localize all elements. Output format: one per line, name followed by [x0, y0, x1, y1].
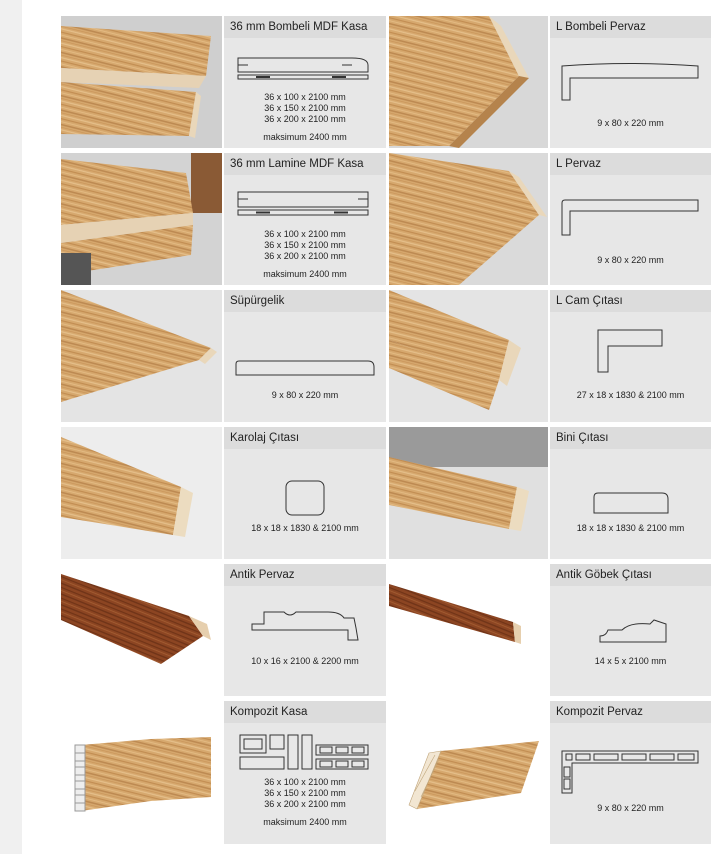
product-title: L Pervaz — [550, 153, 711, 175]
antik-pervaz-profile-icon — [224, 606, 386, 650]
product-dimension: 36 x 100 x 2100 mm — [264, 229, 346, 239]
product-dimension: 10 x 16 x 2100 & 2200 mm — [251, 656, 359, 666]
catalog-row — [61, 564, 711, 696]
product-dimension: 18 x 18 x 1830 & 2100 mm — [251, 523, 359, 533]
product-card — [550, 153, 711, 285]
product-card — [224, 153, 386, 285]
antik-pervaz-photo — [61, 564, 222, 696]
product-dimension: 9 x 80 x 220 mm — [597, 118, 664, 128]
kompozit-kasa-profile-icon — [224, 731, 386, 773]
product-title: Süpürgelik — [224, 290, 386, 312]
catalog-row — [61, 153, 711, 285]
product-title: Antik Pervaz — [224, 564, 386, 586]
product-card — [224, 290, 386, 422]
product-card — [224, 427, 386, 559]
product-dimension: 9 x 80 x 220 mm — [271, 390, 339, 400]
product-card — [550, 16, 711, 148]
lamine-kasa-profile-icon — [224, 187, 386, 221]
product-title: Karolaj Çıtası — [224, 427, 386, 449]
bini-citasi-profile-icon — [550, 489, 711, 519]
supurgelik-photo — [61, 290, 222, 422]
antik-gobek-citasi-profile-icon — [550, 614, 711, 650]
page-margin-bar — [0, 0, 22, 854]
supurgelik-profile-icon — [224, 358, 386, 380]
product-card — [550, 290, 711, 422]
antik-gobek-citasi-photo — [389, 564, 548, 696]
product-dimension: 36 x 100 x 2100 mm — [264, 777, 346, 787]
karolaj-citasi-photo — [61, 427, 222, 559]
product-title: Bini Çıtası — [550, 427, 711, 449]
bombeli-kasa-photo — [61, 16, 222, 148]
product-title: L Bombeli Pervaz — [550, 16, 711, 38]
product-dimension: 36 x 150 x 2100 mm — [264, 240, 346, 250]
product-title: Kompozit Pervaz — [550, 701, 711, 723]
product-card — [224, 564, 386, 696]
product-card — [550, 564, 711, 696]
product-title: 36 mm Bombeli MDF Kasa — [224, 16, 386, 38]
product-dimension: 36 x 200 x 2100 mm — [264, 799, 346, 809]
product-dimension: 36 x 150 x 2100 mm — [264, 788, 346, 798]
product-title: L Cam Çıtası — [550, 290, 711, 312]
l-bombeli-pervaz-profile-icon — [550, 60, 711, 112]
kompozit-kasa-photo — [61, 701, 222, 844]
product-dimension: 36 x 200 x 2100 mm — [264, 114, 346, 124]
l-bombeli-pervaz-photo — [389, 16, 548, 148]
product-max-length: maksimum 2400 mm — [263, 817, 347, 827]
product-dimension: 36 x 100 x 2100 mm — [264, 92, 346, 102]
product-max-length: maksimum 2400 mm — [263, 132, 347, 142]
lamine-kasa-photo — [61, 153, 222, 285]
l-pervaz-profile-icon — [550, 195, 711, 247]
product-title: Antik Göbek Çıtası — [550, 564, 711, 586]
product-max-length: maksimum 2400 mm — [263, 269, 347, 279]
catalog-row — [61, 290, 711, 422]
product-dimension: 9 x 80 x 220 mm — [597, 255, 664, 265]
product-card — [224, 701, 386, 844]
kompozit-pervaz-photo — [389, 701, 548, 844]
product-dimension: 36 x 150 x 2100 mm — [264, 103, 346, 113]
catalog-row — [61, 16, 711, 148]
product-card — [550, 701, 711, 844]
product-dimension: 36 x 200 x 2100 mm — [264, 251, 346, 261]
product-title: Kompozit Kasa — [224, 701, 386, 723]
l-cam-citasi-photo — [389, 290, 548, 422]
product-dimension: 18 x 18 x 1830 & 2100 mm — [576, 523, 685, 533]
bini-citasi-photo — [389, 427, 548, 559]
bombeli-kasa-profile-icon — [224, 52, 386, 84]
catalog-row — [61, 701, 711, 844]
l-pervaz-photo — [389, 153, 548, 285]
product-dimension: 9 x 80 x 220 mm — [597, 803, 664, 813]
product-card — [550, 427, 711, 559]
product-dimension: 14 x 5 x 2100 mm — [594, 656, 667, 666]
catalog-row — [61, 427, 711, 559]
karolaj-citasi-profile-icon — [224, 477, 386, 517]
kompozit-pervaz-profile-icon — [550, 745, 711, 797]
product-title: 36 mm Lamine MDF Kasa — [224, 153, 386, 175]
product-card — [224, 16, 386, 148]
product-dimension: 27 x 18 x 1830 & 2100 mm — [576, 390, 685, 400]
l-cam-citasi-profile-icon — [550, 324, 711, 380]
